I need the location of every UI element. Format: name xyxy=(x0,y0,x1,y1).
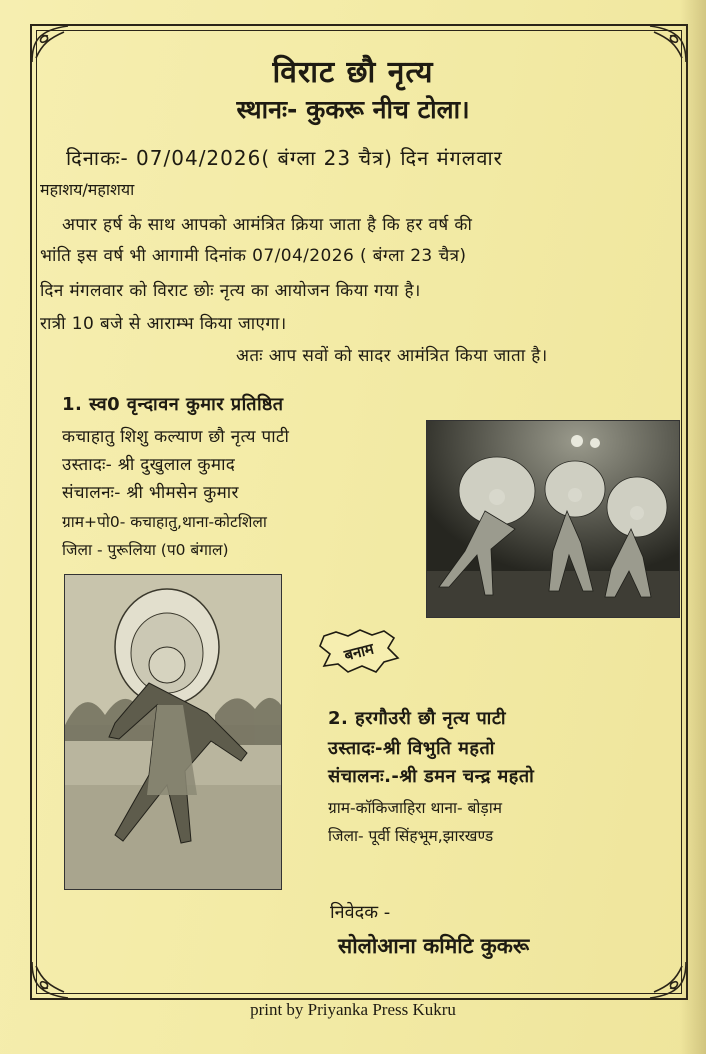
printer-credit: print by Priyanka Press Kukru xyxy=(250,1000,456,1019)
corner-ornament-bottom-right xyxy=(646,958,690,1002)
group1-name-line2: कचाहातु शिशु कल्याण छौ नृत्य पाटी xyxy=(62,427,290,447)
group2-name: 2. हरगौउरी छौ नृत्य पाटी xyxy=(328,708,507,729)
group1-director: संचालनः- श्री भीमसेन कुमार xyxy=(62,483,239,503)
event-venue: स्थानः- कुकरू नीच टोला। xyxy=(236,95,470,124)
salutation: महाशय/महाशया xyxy=(40,180,135,199)
group2-village: ग्राम-कॉकिजाहिरा थाना- बोड़ाम xyxy=(328,799,502,817)
event-title: विराट छौ नृत्य xyxy=(272,55,434,90)
group2-ustad: उस्तादः-श्री विभुति महतो xyxy=(328,738,495,759)
group1-village: ग्राम+पो0- कचाहातु,थाना-कोटशिला xyxy=(62,513,267,531)
group1-district: जिला - पुरूलिया (प0 बंगाल) xyxy=(62,541,229,559)
versus-label: बनाम xyxy=(342,639,376,665)
body-line-5: अतः आप सवों को सादर आमंत्रित किया जाता है। xyxy=(236,346,548,366)
body-line-3: दिन मंगलवार को विराट छोः नृत्य का आयोजन किया गया है। xyxy=(40,281,421,301)
versus-stamp xyxy=(318,628,400,674)
corner-ornament-bottom-left xyxy=(28,958,72,1002)
event-date: दिनाकः- 07/04/2026( बंग्ला 23 चैत्र) दिन मंगलवार xyxy=(66,146,503,170)
group-performance-photo xyxy=(426,420,680,618)
body-line-4: रात्री 10 बजे से आराम्भ किया जाएगा। xyxy=(40,314,287,334)
body-line-1: अपार हर्ष के साथ आपको आमंत्रित क्रिया जाता है कि हर वर्ष की xyxy=(62,215,473,235)
committee-name: सोलोआना कमिटि कुकरू xyxy=(338,934,530,958)
closing-label: निवेदक - xyxy=(330,902,391,923)
body-line-2: भांति इस वर्ष भी आगामी दिनांक 07/04/2026 ( बंग्ला 23 चैत्र) xyxy=(40,246,467,266)
solo-dancer-photo xyxy=(64,574,282,890)
group1-name-line1: 1. स्व0 वृन्दावन कुमार प्रतिष्ठित xyxy=(62,394,284,415)
group1-ustad: उस्तादः- श्री दुखुलाल कुमाद xyxy=(62,455,236,475)
group2-district: जिला- पूर्वी सिंहभूम,झारखण्ड xyxy=(328,827,494,845)
group2-director: संचालनः.-श्री डमन चन्द्र महतो xyxy=(328,766,535,787)
